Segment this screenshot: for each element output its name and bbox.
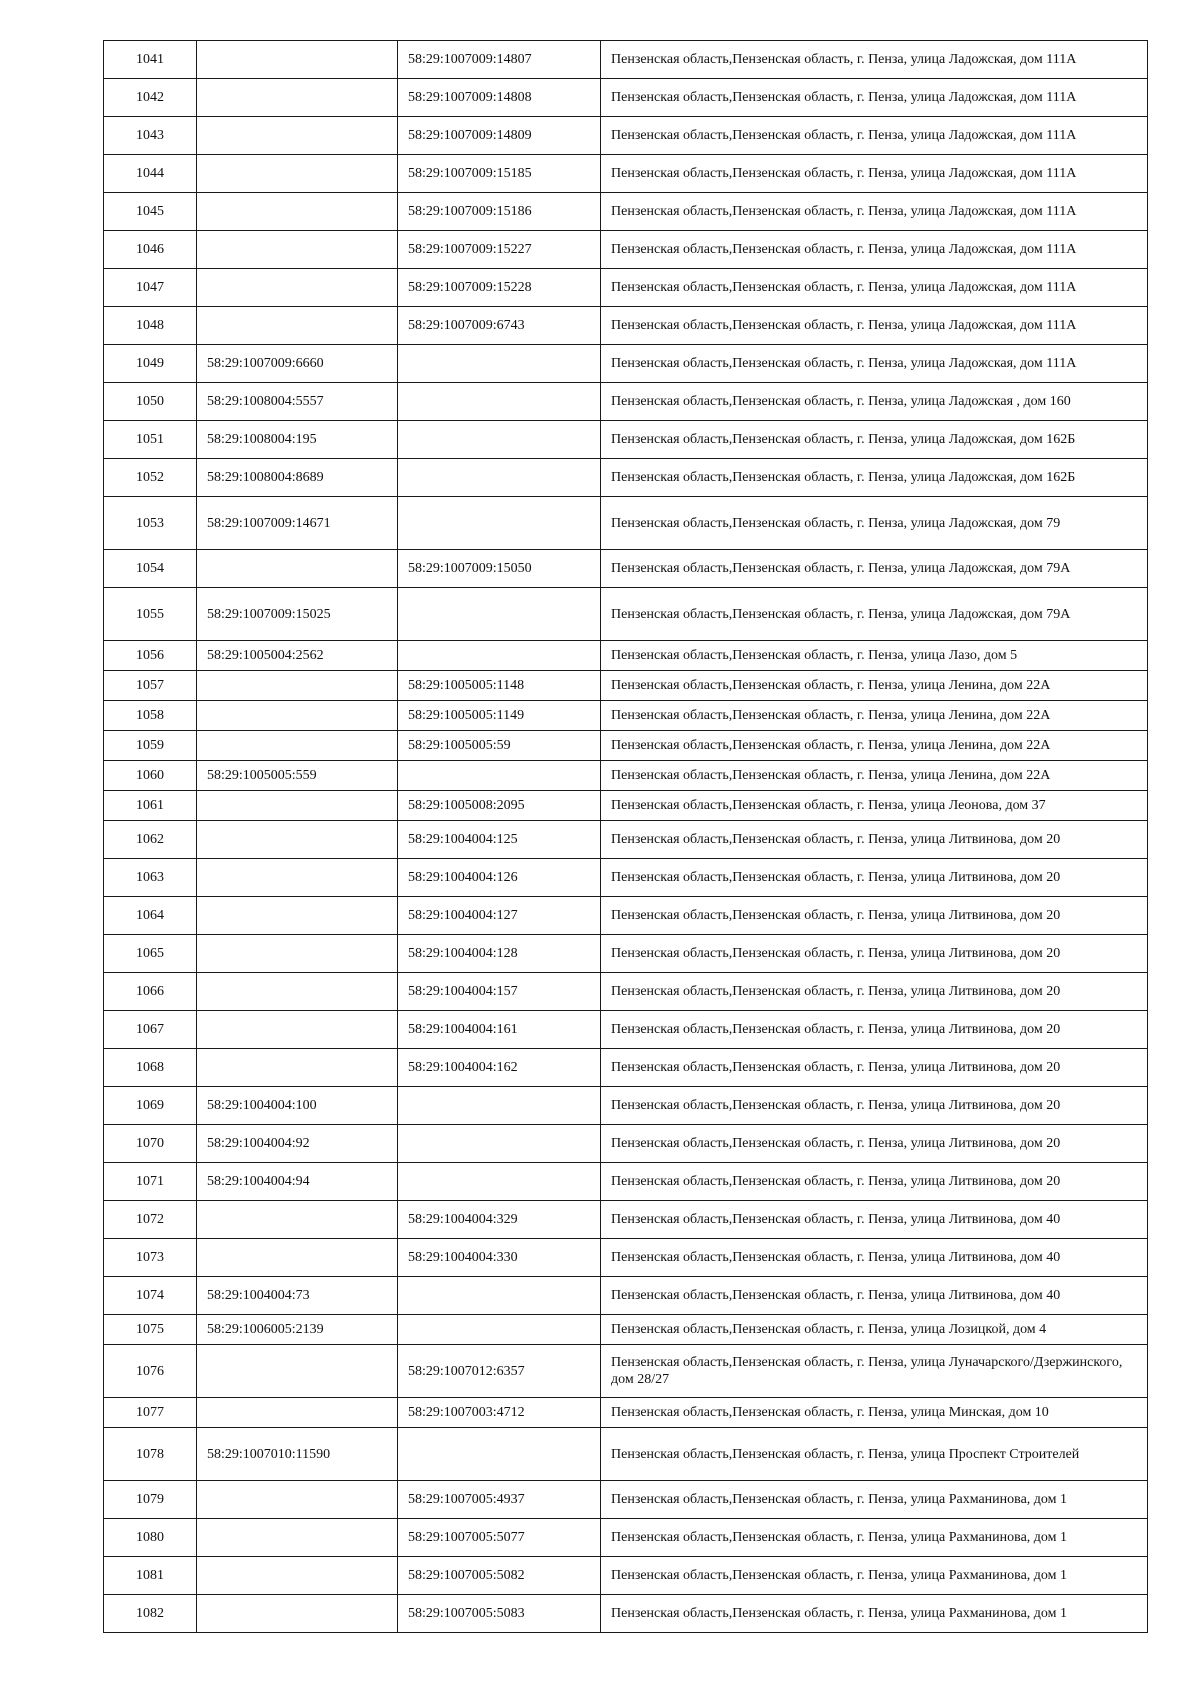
cadastral-number-room: 58:29:1005005:1148 [398,671,601,701]
address: Пензенская область,Пензенская область, г. Пенза, улица Рахманинова, дом 1 [601,1557,1148,1595]
table-row [104,383,1148,421]
row-number: 1081 [104,1557,197,1595]
cadastral-number-room: 58:29:1007009:15186 [398,193,601,231]
table-row [104,671,1148,701]
cadastral-number-building [197,859,398,897]
cadastral-number-building: 58:29:1005004:2562 [197,641,398,671]
address: Пензенская область,Пензенская область, г. Пенза, улица Рахманинова, дом 1 [601,1595,1148,1633]
cadastral-number-building [197,307,398,345]
cadastral-number-building [197,973,398,1011]
address: Пензенская область,Пензенская область, г. Пенза, улица Литвинова, дом 20 [601,1163,1148,1201]
row-number: 1066 [104,973,197,1011]
cadastral-number-building: 58:29:1004004:73 [197,1277,398,1315]
table-row [104,641,1148,671]
table-row [104,497,1148,550]
row-number: 1072 [104,1201,197,1239]
table-row [104,588,1148,641]
address: Пензенская область,Пензенская область, г. Пенза, улица Лазо, дом 5 [601,641,1148,671]
cadastral-number-building [197,155,398,193]
address: Пензенская область,Пензенская область, г. Пенза, улица Литвинова, дом 20 [601,1125,1148,1163]
address: Пензенская область,Пензенская область, г. Пенза, улица Ладожская, дом 111А [601,117,1148,155]
address: Пензенская область,Пензенская область, г. Пенза, улица Рахманинова, дом 1 [601,1519,1148,1557]
row-number: 1057 [104,671,197,701]
cadastral-number-building: 58:29:1007010:11590 [197,1428,398,1481]
table-row [104,1277,1148,1315]
cadastral-number-building [197,550,398,588]
table-row [104,117,1148,155]
row-number: 1047 [104,269,197,307]
cadastral-number-room [398,497,601,550]
cadastral-number-building: 58:29:1007009:15025 [197,588,398,641]
table-row [104,345,1148,383]
cadastral-number-room: 58:29:1007009:14808 [398,79,601,117]
table-row [104,231,1148,269]
table-row [104,791,1148,821]
cadastral-number-room [398,1087,601,1125]
address: Пензенская область,Пензенская область, г. Пенза, улица Ленина, дом 22А [601,761,1148,791]
row-number: 1076 [104,1345,197,1398]
address: Пензенская область,Пензенская область, г. Пенза, улица Литвинова, дом 20 [601,1049,1148,1087]
address: Пензенская область,Пензенская область, г. Пенза, улица Литвинова, дом 20 [601,859,1148,897]
cadastral-number-building [197,935,398,973]
cadastral-number-building [197,791,398,821]
row-number: 1067 [104,1011,197,1049]
row-number: 1054 [104,550,197,588]
cadastral-number-room: 58:29:1007009:14809 [398,117,601,155]
address: Пензенская область,Пензенская область, г. Пенза, улица Ладожская, дом 111А [601,307,1148,345]
address: Пензенская область,Пензенская область, г. Пенза, улица Литвинова, дом 20 [601,1011,1148,1049]
table-row [104,1163,1148,1201]
table-row [104,1087,1148,1125]
cadastral-number-building [197,193,398,231]
table-row [104,1125,1148,1163]
row-number: 1060 [104,761,197,791]
table-row [104,701,1148,731]
row-number: 1061 [104,791,197,821]
cadastral-number-building [197,821,398,859]
address: Пензенская область,Пензенская область, г. Пенза, улица Литвинова, дом 40 [601,1277,1148,1315]
row-number: 1079 [104,1481,197,1519]
row-number: 1073 [104,1239,197,1277]
address: Пензенская область,Пензенская область, г. Пенза, улица Луначарского/Дзержинского, дом 28/27 [601,1345,1148,1398]
cadastral-number-building: 58:29:1004004:100 [197,1087,398,1125]
address: Пензенская область,Пензенская область, г. Пенза, улица Ладожская, дом 111А [601,193,1148,231]
address: Пензенская область,Пензенская область, г. Пенза, улица Ладожская, дом 111А [601,345,1148,383]
cadastral-number-room: 58:29:1005005:59 [398,731,601,761]
cadastral-number-room: 58:29:1004004:157 [398,973,601,1011]
cadastral-number-building [197,269,398,307]
address: Пензенская область,Пензенская область, г. Пенза, улица Ладожская, дом 162Б [601,459,1148,497]
cadastral-number-building [197,701,398,731]
cadastral-number-room: 58:29:1007005:5083 [398,1595,601,1633]
cadastral-number-building: 58:29:1007009:6660 [197,345,398,383]
cadastral-number-building [197,1481,398,1519]
address: Пензенская область,Пензенская область, г. Пенза, улица Ладожская, дом 111А [601,79,1148,117]
row-number: 1063 [104,859,197,897]
address: Пензенская область,Пензенская область, г. Пенза, улица Ладожская, дом 111А [601,231,1148,269]
address: Пензенская область,Пензенская область, г. Пенза, улица Литвинова, дом 20 [601,973,1148,1011]
cadastral-number-building: 58:29:1005005:559 [197,761,398,791]
cadastral-number-room: 58:29:1007012:6357 [398,1345,601,1398]
row-number: 1082 [104,1595,197,1633]
cadastral-number-room: 58:29:1007005:5082 [398,1557,601,1595]
cadastral-number-building: 58:29:1006005:2139 [197,1315,398,1345]
table-row [104,973,1148,1011]
table-row [104,193,1148,231]
cadastral-number-room: 58:29:1005008:2095 [398,791,601,821]
cadastral-number-room [398,761,601,791]
row-number: 1080 [104,1519,197,1557]
table-row [104,935,1148,973]
table-row [104,1345,1148,1398]
cadastral-number-building [197,1011,398,1049]
table-row [104,897,1148,935]
table-row [104,1519,1148,1557]
table-row [104,1595,1148,1633]
row-number: 1051 [104,421,197,459]
row-number: 1044 [104,155,197,193]
cadastral-number-room [398,1163,601,1201]
address: Пензенская область,Пензенская область, г. Пенза, улица Ленина, дом 22А [601,701,1148,731]
cadastral-number-building [197,671,398,701]
cadastral-number-room: 58:29:1007009:15228 [398,269,601,307]
cadastral-number-building [197,1345,398,1398]
row-number: 1049 [104,345,197,383]
row-number: 1078 [104,1428,197,1481]
address: Пензенская область,Пензенская область, г. Пенза, улица Ладожская , дом 160 [601,383,1148,421]
cadastral-number-room: 58:29:1007009:15185 [398,155,601,193]
cadastral-number-room: 58:29:1007003:4712 [398,1398,601,1428]
table-row [104,821,1148,859]
address: Пензенская область,Пензенская область, г. Пенза, улица Минская, дом 10 [601,1398,1148,1428]
cadastral-number-room [398,1315,601,1345]
address: Пензенская область,Пензенская область, г. Пенза, улица Ладожская, дом 79А [601,588,1148,641]
address: Пензенская область,Пензенская область, г. Пенза, улица Ладожская, дом 111А [601,41,1148,79]
cadastral-number-room: 58:29:1004004:161 [398,1011,601,1049]
cadastral-number-room [398,1428,601,1481]
row-number: 1048 [104,307,197,345]
address: Пензенская область,Пензенская область, г. Пенза, улица Рахманинова, дом 1 [601,1481,1148,1519]
cadastral-number-room: 58:29:1007009:14807 [398,41,601,79]
cadastral-number-building [197,1595,398,1633]
row-number: 1070 [104,1125,197,1163]
row-number: 1069 [104,1087,197,1125]
table-row [104,1049,1148,1087]
cadastral-number-building [197,1519,398,1557]
table-row [104,459,1148,497]
row-number: 1055 [104,588,197,641]
address: Пензенская область,Пензенская область, г. Пенза, улица Ленина, дом 22А [601,731,1148,761]
address: Пензенская область,Пензенская область, г. Пенза, улица Литвинова, дом 40 [601,1239,1148,1277]
row-number: 1074 [104,1277,197,1315]
cadastral-number-building [197,1201,398,1239]
cadastral-number-room [398,641,601,671]
cadastral-number-building: 58:29:1008004:8689 [197,459,398,497]
cadastral-table [103,40,1148,1633]
address: Пензенская область,Пензенская область, г. Пенза, улица Ладожская, дом 79 [601,497,1148,550]
row-number: 1053 [104,497,197,550]
row-number: 1042 [104,79,197,117]
cadastral-number-room [398,1125,601,1163]
table-body [104,41,1148,1633]
row-number: 1058 [104,701,197,731]
table-row [104,1428,1148,1481]
cadastral-number-building [197,1398,398,1428]
row-number: 1077 [104,1398,197,1428]
address: Пензенская область,Пензенская область, г. Пенза, улица Литвинова, дом 20 [601,821,1148,859]
cadastral-number-building [197,1239,398,1277]
table-row [104,1239,1148,1277]
cadastral-number-room [398,345,601,383]
cadastral-number-room [398,421,601,459]
row-number: 1071 [104,1163,197,1201]
address: Пензенская область,Пензенская область, г. Пенза, улица Лозицкой, дом 4 [601,1315,1148,1345]
row-number: 1059 [104,731,197,761]
address: Пензенская область,Пензенская область, г. Пенза, улица Проспект Строителей [601,1428,1148,1481]
row-number: 1046 [104,231,197,269]
cadastral-number-room: 58:29:1005005:1149 [398,701,601,731]
cadastral-number-building [197,731,398,761]
cadastral-number-building: 58:29:1008004:195 [197,421,398,459]
address: Пензенская область,Пензенская область, г. Пенза, улица Ладожская, дом 111А [601,269,1148,307]
table-row [104,859,1148,897]
cadastral-number-room: 58:29:1004004:126 [398,859,601,897]
cadastral-number-room [398,588,601,641]
cadastral-number-room: 58:29:1007009:15227 [398,231,601,269]
cadastral-number-room: 58:29:1007005:5077 [398,1519,601,1557]
cadastral-number-building [197,231,398,269]
cadastral-number-building [197,79,398,117]
cadastral-number-room: 58:29:1004004:329 [398,1201,601,1239]
table-row [104,1315,1148,1345]
table-row [104,421,1148,459]
cadastral-number-building: 58:29:1008004:5557 [197,383,398,421]
row-number: 1062 [104,821,197,859]
table-row [104,1011,1148,1049]
cadastral-number-room: 58:29:1004004:162 [398,1049,601,1087]
table-row [104,155,1148,193]
row-number: 1052 [104,459,197,497]
cadastral-number-room: 58:29:1007005:4937 [398,1481,601,1519]
cadastral-number-building: 58:29:1004004:94 [197,1163,398,1201]
row-number: 1075 [104,1315,197,1345]
row-number: 1065 [104,935,197,973]
cadastral-number-building [197,117,398,155]
cadastral-number-building: 58:29:1004004:92 [197,1125,398,1163]
table-row [104,1398,1148,1428]
cadastral-number-building [197,1049,398,1087]
row-number: 1041 [104,41,197,79]
table-row [104,761,1148,791]
address: Пензенская область,Пензенская область, г. Пенза, улица Ладожская, дом 111А [601,155,1148,193]
table-row [104,1481,1148,1519]
address: Пензенская область,Пензенская область, г. Пенза, улица Ладожская, дом 79А [601,550,1148,588]
row-number: 1064 [104,897,197,935]
address: Пензенская область,Пензенская область, г. Пенза, улица Литвинова, дом 20 [601,897,1148,935]
table-row [104,307,1148,345]
cadastral-number-room: 58:29:1004004:128 [398,935,601,973]
row-number: 1068 [104,1049,197,1087]
address: Пензенская область,Пензенская область, г. Пенза, улица Литвинова, дом 40 [601,1201,1148,1239]
table-row [104,79,1148,117]
table-row [104,269,1148,307]
cadastral-number-room [398,383,601,421]
table-row [104,731,1148,761]
row-number: 1045 [104,193,197,231]
address: Пензенская область,Пензенская область, г. Пенза, улица Ладожская, дом 162Б [601,421,1148,459]
table-row [104,1201,1148,1239]
row-number: 1043 [104,117,197,155]
cadastral-number-room: 58:29:1004004:127 [398,897,601,935]
cadastral-number-building [197,41,398,79]
address: Пензенская область,Пензенская область, г. Пенза, улица Леонова, дом 37 [601,791,1148,821]
row-number: 1056 [104,641,197,671]
cadastral-number-room: 58:29:1007009:15050 [398,550,601,588]
address: Пензенская область,Пензенская область, г. Пенза, улица Литвинова, дом 20 [601,1087,1148,1125]
address: Пензенская область,Пензенская область, г. Пенза, улица Ленина, дом 22А [601,671,1148,701]
row-number: 1050 [104,383,197,421]
cadastral-number-building [197,1557,398,1595]
cadastral-number-room [398,1277,601,1315]
cadastral-number-room: 58:29:1007009:6743 [398,307,601,345]
table-row [104,550,1148,588]
table-row [104,1557,1148,1595]
cadastral-number-room [398,459,601,497]
cadastral-number-room: 58:29:1004004:125 [398,821,601,859]
cadastral-number-room: 58:29:1004004:330 [398,1239,601,1277]
cadastral-number-building [197,897,398,935]
cadastral-number-building: 58:29:1007009:14671 [197,497,398,550]
table-row [104,41,1148,79]
address: Пензенская область,Пензенская область, г. Пенза, улица Литвинова, дом 20 [601,935,1148,973]
